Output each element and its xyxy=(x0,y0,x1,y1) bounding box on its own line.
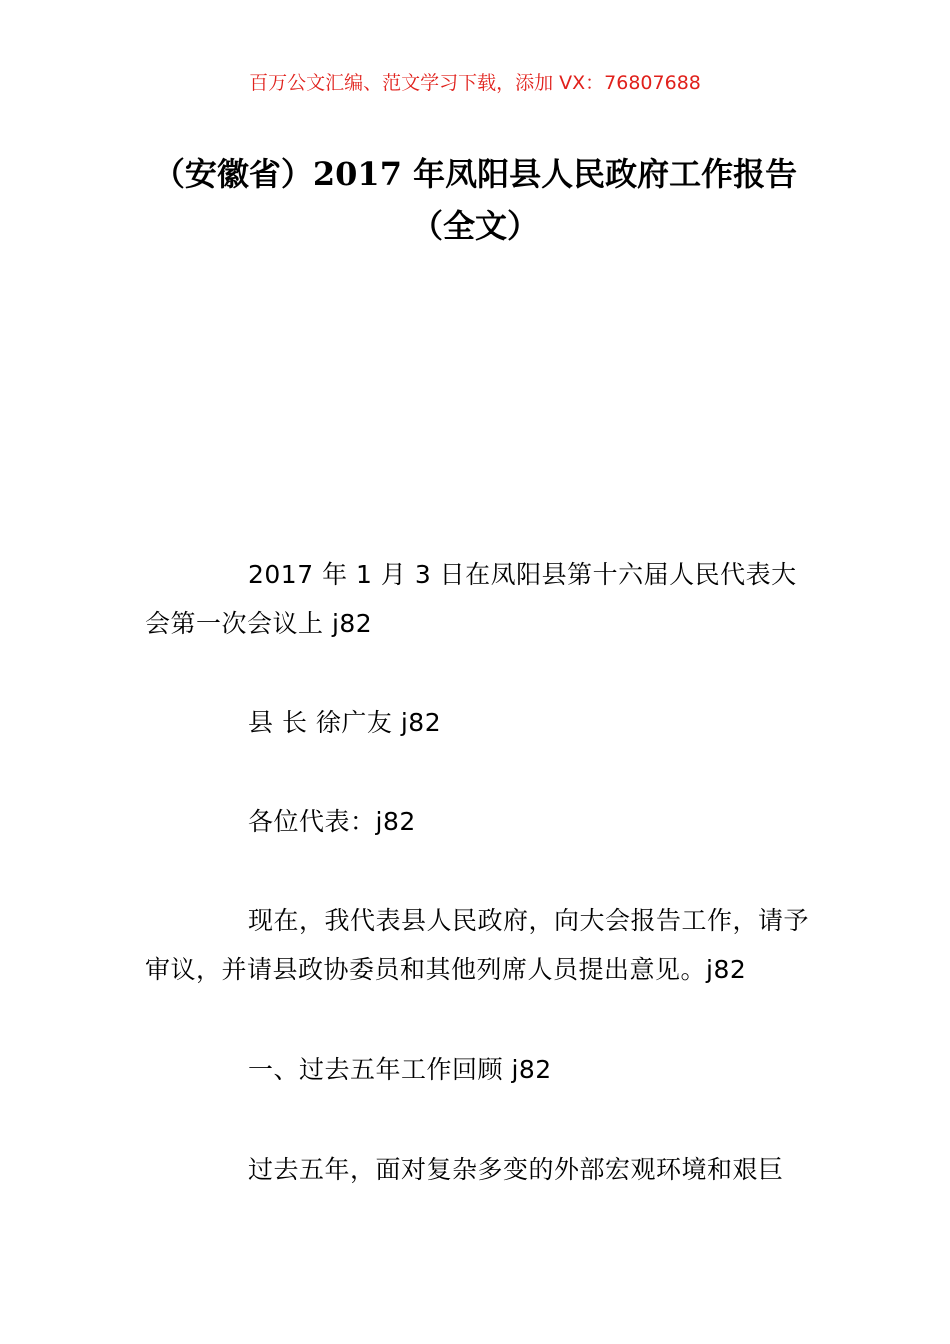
section-heading: 一、过去五年工作回顾 j82 xyxy=(248,1055,552,1084)
salutation-line: 各位代表：j82 xyxy=(248,807,416,836)
header-promo-note: 百万公文汇编、范文学习下载，添加 VX：76807688 xyxy=(249,72,701,94)
body-paragraph: 过去五年，面对复杂多变的外部宏观环境和艰巨 xyxy=(248,1155,784,1184)
meeting-date-paragraph: 2017 年 1 月 3 日在凤阳县第十六届人民代表大会第一次会议上 j82 xyxy=(145,560,797,638)
document-title: （安徽省）2017 年凤阳县人民政府工作报告（全文） xyxy=(152,155,798,245)
speaker-line: 县 长 徐广友 j82 xyxy=(248,708,442,737)
intro-paragraph: 现在，我代表县人民政府，向大会报告工作，请予审议，并请县政协委员和其他列席人员提出意见。j82 xyxy=(145,906,810,984)
